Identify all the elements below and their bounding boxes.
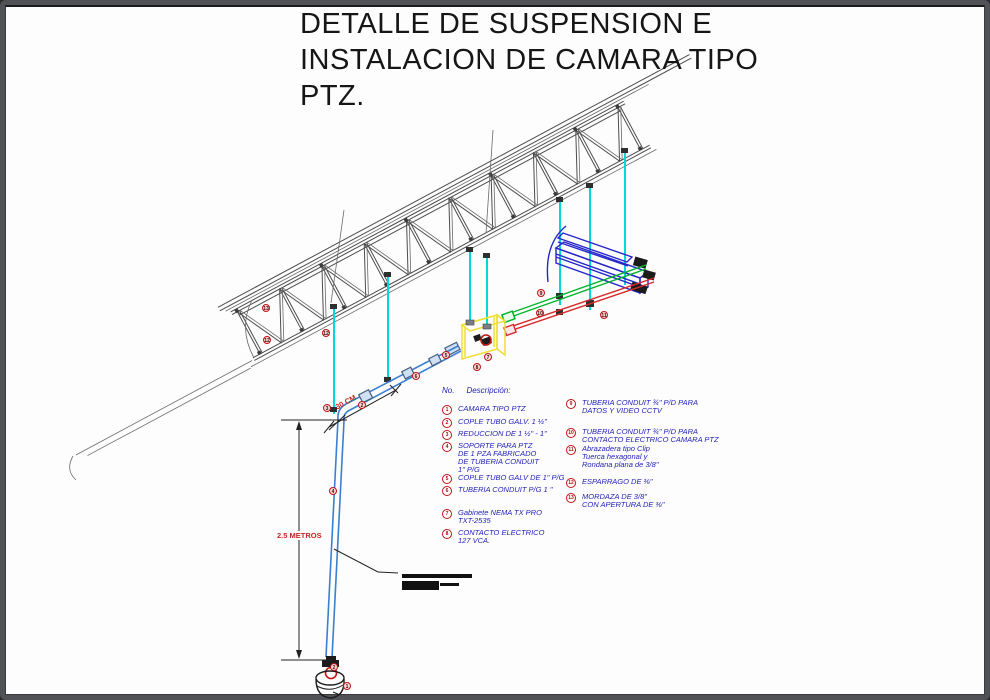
- legend-item-number: 2: [442, 418, 452, 428]
- callout-marker: 3: [323, 404, 331, 412]
- legend-item-number: 13: [566, 493, 576, 503]
- ptz-camera: [316, 656, 344, 698]
- legend-item-text: [582, 399, 698, 415]
- callout-marker: 2: [330, 663, 338, 671]
- legend-item-line: MORDAZA DE 3/8": [582, 492, 647, 501]
- nema-cabinet: [445, 315, 505, 359]
- legend-item-text: [458, 405, 526, 413]
- strut-channel: [547, 226, 655, 294]
- solid-bar: [402, 574, 472, 578]
- electrical-contact: [473, 334, 492, 346]
- callout-marker: 11: [601, 313, 607, 319]
- callout-marker: 4: [329, 487, 337, 495]
- legend-item-line: 1" P/G: [458, 465, 480, 474]
- legend-item-number: 5: [442, 474, 452, 484]
- callout-marker: 5: [442, 351, 450, 359]
- legend-item: [442, 486, 552, 494]
- legend-item-line: CONTACTO ELECTRICO: [458, 528, 545, 537]
- legend-item-line: Gabinete NEMA TX PRO: [458, 508, 542, 517]
- legend-item-number: 11: [566, 445, 576, 455]
- legend-item-line: COPLE TUBO GALV DE 1" P/G: [458, 473, 565, 482]
- legend-item-text: [582, 445, 658, 469]
- legend-item-line: Abrazadera tipo Clip: [582, 444, 650, 453]
- legend-item-line: TUBERIA CONDUIT ¾" P/D PARA: [582, 427, 699, 436]
- callout-marker: 12: [264, 338, 270, 344]
- legend-item: [566, 493, 664, 509]
- legend-item-text: [458, 442, 539, 474]
- legend-item-text: [458, 529, 544, 545]
- legend-item-line: 127 VCA.: [458, 536, 491, 545]
- threaded-rods: [330, 148, 628, 414]
- legend-item-text: [582, 478, 652, 486]
- legend-item-number: 1: [442, 405, 452, 415]
- solid-bar: [402, 581, 439, 590]
- legend-item-line: DE 1 PZA FABRICADO: [458, 449, 537, 458]
- legend-item-line: TUBERIA CONDUIT P/G 1 ": [458, 485, 553, 494]
- legend-item-text: [582, 493, 664, 509]
- legend-item-line: TXT-2535: [458, 516, 491, 525]
- legend-item-line: TUBERIA CONDUIT ¾" P/D PARA: [582, 398, 699, 407]
- title-line-3: PTZ.: [300, 80, 365, 112]
- callout-marker: 13: [263, 306, 269, 312]
- legend-header: [442, 386, 510, 395]
- callout-marker: 7: [484, 353, 492, 361]
- legend-item-number: 9: [566, 399, 576, 409]
- legend-item-text: [458, 430, 547, 438]
- drop-dimension-label: 2.5 METROS: [277, 531, 322, 540]
- legend-item-number: 6: [442, 486, 452, 496]
- legend-item: [442, 418, 547, 426]
- legend-item-line: CAMARA TIPO PTZ: [458, 404, 526, 413]
- legend-item-text: [582, 428, 719, 444]
- callout-marker: 10: [537, 311, 543, 317]
- legend-item: [442, 474, 564, 482]
- legend-item-line: ESPARRAGO DE ⅜": [582, 477, 653, 486]
- legend-item: [566, 399, 698, 415]
- callout-marker: 6: [412, 372, 420, 380]
- legend-item-number: 4: [442, 442, 452, 452]
- legend-item-number: 3: [442, 430, 452, 440]
- legend-item-text: [458, 474, 564, 482]
- beam-clamps: [330, 148, 628, 412]
- offset-dimension-label: 30 CM: [333, 392, 358, 412]
- break-lines: [70, 130, 493, 480]
- legend-item: [442, 405, 526, 413]
- legend-item-number: 10: [566, 428, 576, 438]
- callout-marker: 1: [343, 682, 351, 690]
- solid-bar: [440, 583, 459, 586]
- legend-item-text: [458, 486, 552, 494]
- legend-item-number: 7: [442, 509, 452, 519]
- callout-marker: 9: [537, 289, 545, 297]
- leader-line: [334, 549, 398, 573]
- legend-item-line: CON APERTURA DE ⅜": [582, 500, 665, 509]
- title-line-2: INSTALACION DE CAMARA TIPO: [300, 44, 759, 76]
- legend-item-line: Tuerca hexagonal y: [582, 452, 648, 461]
- dimension-2-5m: [281, 420, 347, 660]
- legend-item-line: DATOS Y VIDEO CCTV: [582, 406, 662, 415]
- legend-item-number: 8: [442, 529, 452, 539]
- legend-item-text: [458, 509, 542, 525]
- legend-item-number: 12: [566, 478, 576, 488]
- legend-desc-header: Descripción:: [466, 386, 511, 395]
- legend-item: [566, 445, 658, 469]
- legend-item-line: DE TUBERIA CONDUIT: [458, 457, 539, 466]
- legend-item: [442, 430, 547, 438]
- legend-item: [442, 442, 539, 474]
- callout-marker: 8: [473, 363, 481, 371]
- legend-item-text: [458, 418, 547, 426]
- legend-item: [566, 428, 719, 444]
- legend-item: [442, 509, 542, 525]
- legend-item: [566, 478, 652, 486]
- legend-item-line: REDUCCION DE 1 ½" - 1": [458, 429, 547, 438]
- legend-item: [442, 529, 544, 545]
- legend-item-line: Rondana plana de 3/8": [582, 460, 659, 469]
- legend-item-line: SOPORTE PARA PTZ: [458, 441, 533, 450]
- callout-marker: 2: [358, 401, 366, 409]
- drawing-title: [300, 6, 758, 114]
- legend-no-header: No.: [442, 386, 455, 395]
- legend-item-line: CONTACTO ELECTRICO CAMARA PTZ: [582, 435, 719, 444]
- callout-marker: 12: [323, 331, 329, 337]
- title-line-1: DETALLE DE SUSPENSION E: [300, 8, 713, 40]
- legend-item-line: COPLE TUBO GALV. 1 ½": [458, 417, 547, 426]
